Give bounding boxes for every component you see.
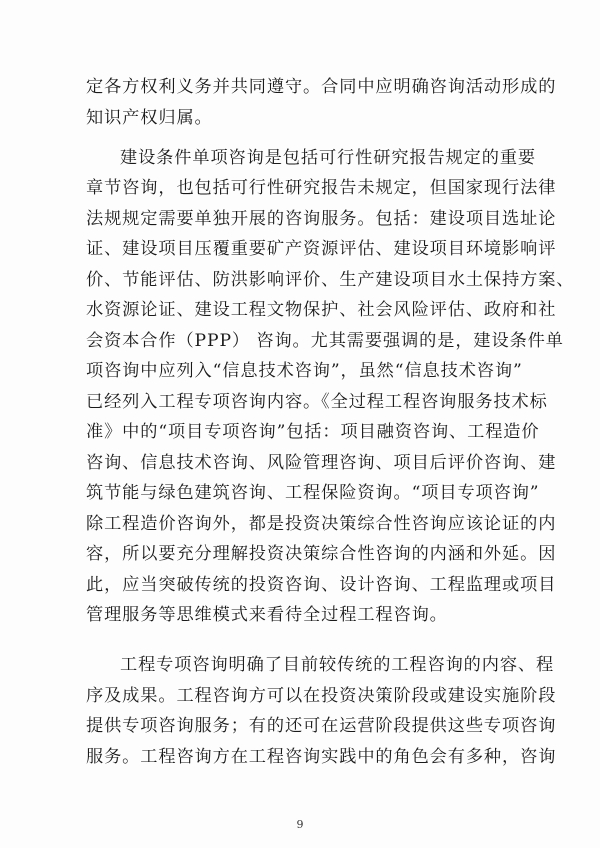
body-line-14: 筑节能与绿色建筑咨询、工程保险资询。“项目专项咨询” [86,483,540,503]
body-line-10: 项咨询中应列入“信息技术咨询”，虽然“信息技术咨询” [86,361,523,381]
body-line-2: 知识产权归属。 [86,108,213,128]
body-line-16: 容，所以要充分理解投资决策综合性咨询的内涵和外延。因 [86,544,557,564]
body-line-12: 准》中的“项目专项咨询”包括：项目融资咨询、工程造价 [86,422,540,442]
body-line-3: 建设条件单项咨询是包括可行性研究报告规定的重要 [120,148,537,168]
body-line-21: 提供专项咨询服务；有的还可在运营阶段提供这些专项咨询 [86,716,557,736]
body-line-22: 服务。工程咨询方在工程咨询实践中的角色会有多种，咨询 [86,747,557,767]
body-line-19: 工程专项咨询明确了目前较传统的工程咨询的内容、程 [120,655,555,675]
body-line-8: 水资源论证、建设工程文物保护、社会风险评估、政府和社 [86,300,557,320]
body-line-18: 管理服务等思维模式来看待全过程工程咨询。 [86,605,448,625]
body-line-7: 价、节能评估、防洪影响评价、生产建设项目水土保持方案、 [86,270,575,290]
page-number: 9 [296,818,304,831]
body-line-1: 定各方权利义务并共同遵守。合同中应明确咨询活动形成的 [86,77,557,97]
body-line-9: 会资本合作（PPP） 咨询。尤其需要强调的是，建设条件单 [86,331,564,351]
body-line-5: 法规规定需要单独开展的咨询服务。包括：建设项目选址论 [86,209,557,229]
body-line-11: 已经列入工程专项咨询内容。《全过程工程咨询服务技术标 [86,392,548,412]
body-line-4: 章节咨询，也包括可行性研究报告未规定，但国家现行法律 [86,178,557,198]
body-line-13: 咨询、信息技术咨询、风险管理咨询、项目后评价咨询、建 [86,453,557,473]
body-line-15: 除工程造价咨询外，都是投资决策综合性咨询应该论证的内 [86,514,557,534]
body-line-20: 序及成果。工程咨询方可以在投资决策阶段或建设实施阶段 [86,686,557,706]
body-line-17: 此，应当突破传统的投资咨询、设计咨询、工程监理或项目 [86,575,557,595]
body-line-6: 证、建设项目压覆重要矿产资源评估、建设项目环境影响评 [86,239,557,259]
